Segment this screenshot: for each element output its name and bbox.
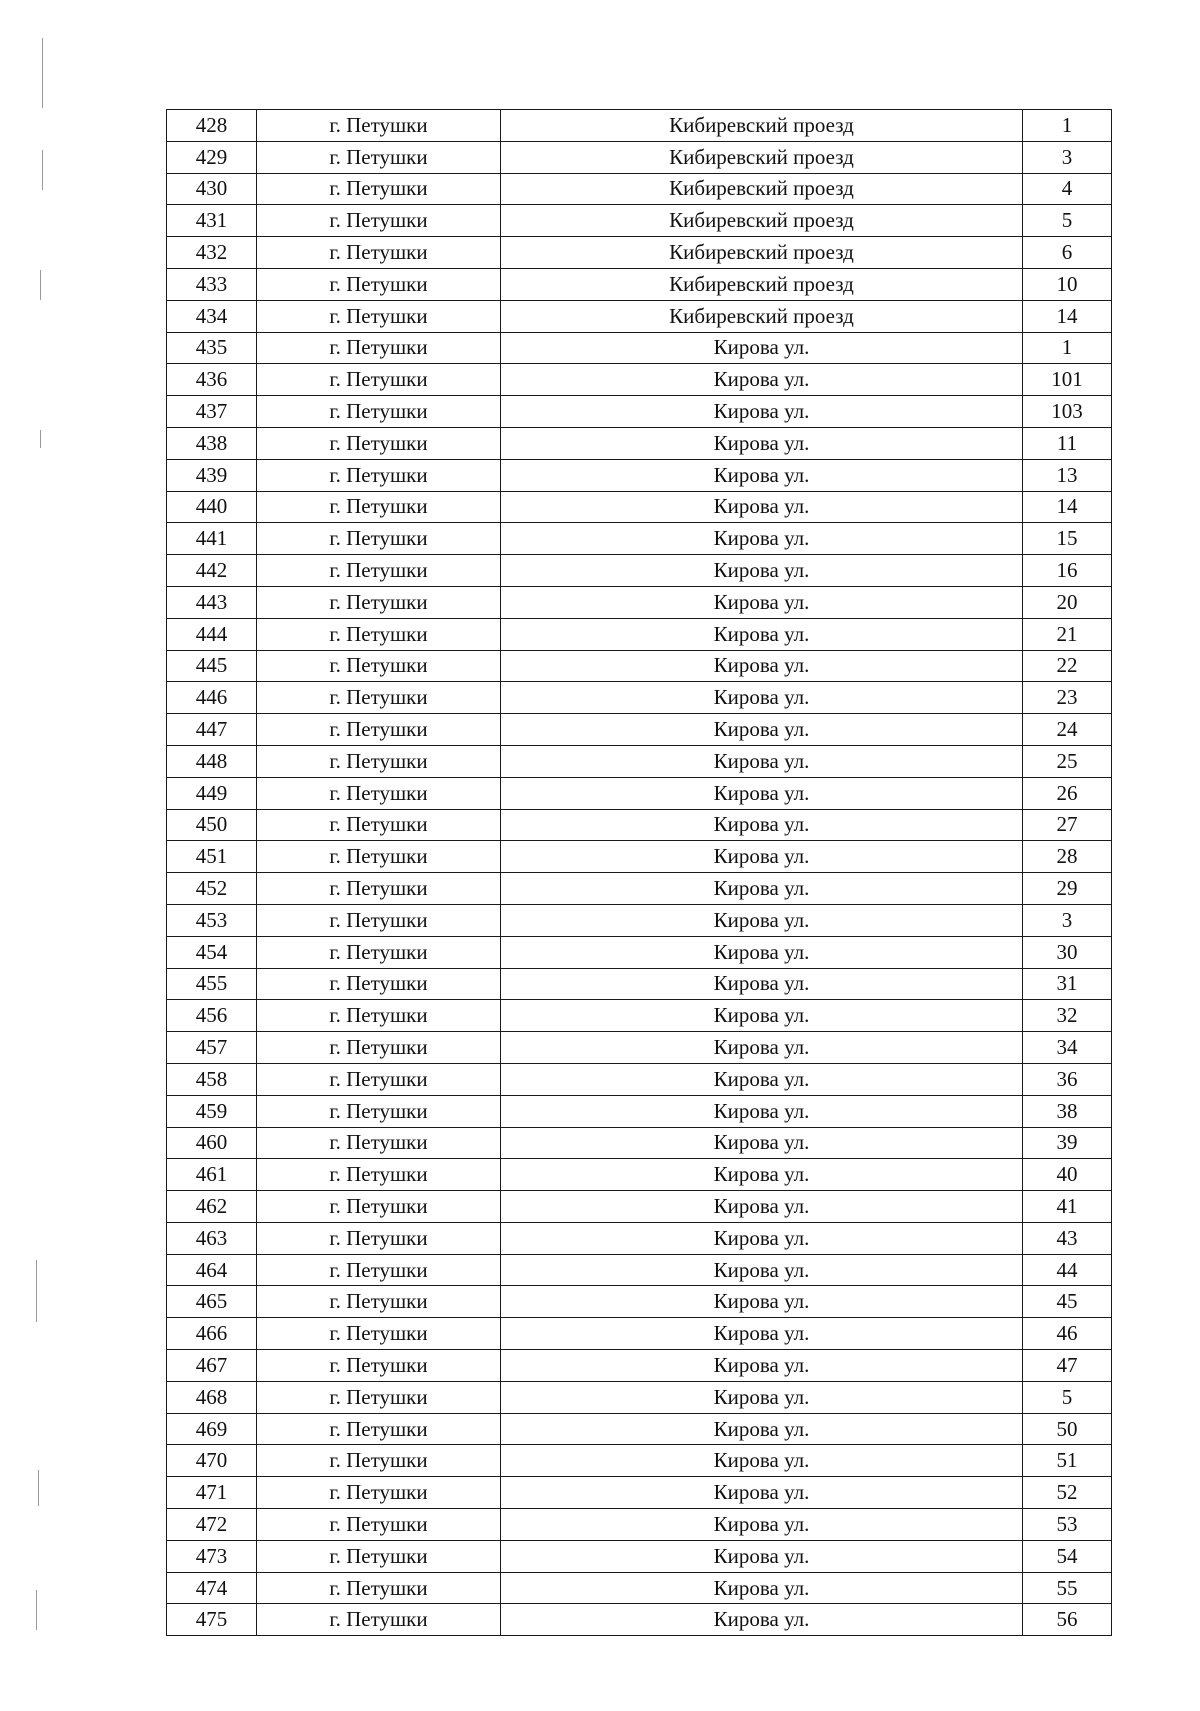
row-number-cell: 439	[167, 459, 257, 491]
table-row	[167, 682, 1112, 714]
table-row	[167, 936, 1112, 968]
street-cell: Кирова ул.	[501, 904, 1023, 936]
row-number-cell: 457	[167, 1032, 257, 1064]
table-row	[167, 586, 1112, 618]
table-row	[167, 491, 1112, 523]
row-number-cell: 459	[167, 1095, 257, 1127]
scan-mark	[40, 270, 41, 300]
city-cell: г. Петушки	[257, 745, 501, 777]
street-cell: Кибиревский проезд	[501, 141, 1023, 173]
street-cell: Кирова ул.	[501, 491, 1023, 523]
city-cell: г. Петушки	[257, 1286, 501, 1318]
city-cell: г. Петушки	[257, 110, 501, 142]
row-number-cell: 461	[167, 1159, 257, 1191]
scan-mark	[36, 1260, 37, 1304]
house-number-cell: 22	[1023, 650, 1112, 682]
city-cell: г. Петушки	[257, 205, 501, 237]
scan-mark	[42, 150, 43, 190]
table-row	[167, 237, 1112, 269]
street-cell: Кирова ул.	[501, 1413, 1023, 1445]
table-row	[167, 110, 1112, 142]
city-cell: г. Петушки	[257, 1477, 501, 1509]
street-cell: Кирова ул.	[501, 523, 1023, 555]
house-number-cell: 16	[1023, 555, 1112, 587]
table-row	[167, 364, 1112, 396]
house-number-cell: 43	[1023, 1222, 1112, 1254]
house-number-cell: 45	[1023, 1286, 1112, 1318]
table-row	[167, 555, 1112, 587]
row-number-cell: 432	[167, 237, 257, 269]
city-cell: г. Петушки	[257, 1095, 501, 1127]
table-row	[167, 1000, 1112, 1032]
city-cell: г. Петушки	[257, 1445, 501, 1477]
table-row	[167, 1350, 1112, 1382]
table-row	[167, 1159, 1112, 1191]
row-number-cell: 472	[167, 1509, 257, 1541]
street-cell: Кирова ул.	[501, 745, 1023, 777]
house-number-cell: 103	[1023, 396, 1112, 428]
table-row	[167, 332, 1112, 364]
table-row	[167, 1477, 1112, 1509]
table-row	[167, 268, 1112, 300]
row-number-cell: 468	[167, 1381, 257, 1413]
city-cell: г. Петушки	[257, 300, 501, 332]
house-number-cell: 32	[1023, 1000, 1112, 1032]
house-number-cell: 29	[1023, 873, 1112, 905]
row-number-cell: 438	[167, 427, 257, 459]
city-cell: г. Петушки	[257, 1191, 501, 1223]
scan-mark	[36, 1300, 37, 1322]
house-number-cell: 54	[1023, 1540, 1112, 1572]
city-cell: г. Петушки	[257, 904, 501, 936]
scan-mark	[42, 38, 43, 108]
house-number-cell: 40	[1023, 1159, 1112, 1191]
street-cell: Кирова ул.	[501, 1000, 1023, 1032]
house-number-cell: 31	[1023, 968, 1112, 1000]
table-row	[167, 745, 1112, 777]
table-row	[167, 1604, 1112, 1636]
house-number-cell: 14	[1023, 300, 1112, 332]
street-cell: Кирова ул.	[501, 1540, 1023, 1572]
street-cell: Кирова ул.	[501, 1032, 1023, 1064]
row-number-cell: 430	[167, 173, 257, 205]
row-number-cell: 437	[167, 396, 257, 428]
house-number-cell: 52	[1023, 1477, 1112, 1509]
street-cell: Кирова ул.	[501, 555, 1023, 587]
table-row	[167, 173, 1112, 205]
row-number-cell: 441	[167, 523, 257, 555]
row-number-cell: 473	[167, 1540, 257, 1572]
house-number-cell: 101	[1023, 364, 1112, 396]
table-row	[167, 1572, 1112, 1604]
house-number-cell: 25	[1023, 745, 1112, 777]
city-cell: г. Петушки	[257, 427, 501, 459]
row-number-cell: 445	[167, 650, 257, 682]
city-cell: г. Петушки	[257, 936, 501, 968]
house-number-cell: 24	[1023, 714, 1112, 746]
row-number-cell: 449	[167, 777, 257, 809]
row-number-cell: 444	[167, 618, 257, 650]
street-cell: Кибиревский проезд	[501, 205, 1023, 237]
table-row	[167, 300, 1112, 332]
row-number-cell: 428	[167, 110, 257, 142]
table-row	[167, 1191, 1112, 1223]
table-row	[167, 1381, 1112, 1413]
street-cell: Кирова ул.	[501, 1095, 1023, 1127]
city-cell: г. Петушки	[257, 268, 501, 300]
table-row	[167, 777, 1112, 809]
house-number-cell: 3	[1023, 904, 1112, 936]
row-number-cell: 434	[167, 300, 257, 332]
house-number-cell: 3	[1023, 141, 1112, 173]
house-number-cell: 13	[1023, 459, 1112, 491]
city-cell: г. Петушки	[257, 1222, 501, 1254]
table-row	[167, 1095, 1112, 1127]
street-cell: Кирова ул.	[501, 427, 1023, 459]
house-number-cell: 20	[1023, 586, 1112, 618]
table-row	[167, 1032, 1112, 1064]
street-cell: Кирова ул.	[501, 586, 1023, 618]
table-row	[167, 1286, 1112, 1318]
house-number-cell: 5	[1023, 205, 1112, 237]
row-number-cell: 474	[167, 1572, 257, 1604]
street-cell: Кирова ул.	[501, 841, 1023, 873]
city-cell: г. Петушки	[257, 873, 501, 905]
table-row	[167, 809, 1112, 841]
row-number-cell: 471	[167, 1477, 257, 1509]
house-number-cell: 10	[1023, 268, 1112, 300]
table-row	[167, 650, 1112, 682]
table-row	[167, 205, 1112, 237]
row-number-cell: 475	[167, 1604, 257, 1636]
city-cell: г. Петушки	[257, 1032, 501, 1064]
street-cell: Кирова ул.	[501, 396, 1023, 428]
street-cell: Кирова ул.	[501, 714, 1023, 746]
house-number-cell: 50	[1023, 1413, 1112, 1445]
street-cell: Кибиревский проезд	[501, 110, 1023, 142]
street-cell: Кирова ул.	[501, 1222, 1023, 1254]
table-row	[167, 459, 1112, 491]
row-number-cell: 455	[167, 968, 257, 1000]
house-number-cell: 5	[1023, 1381, 1112, 1413]
city-cell: г. Петушки	[257, 237, 501, 269]
city-cell: г. Петушки	[257, 1318, 501, 1350]
row-number-cell: 450	[167, 809, 257, 841]
street-cell: Кирова ул.	[501, 1509, 1023, 1541]
street-cell: Кирова ул.	[501, 650, 1023, 682]
city-cell: г. Петушки	[257, 586, 501, 618]
street-cell: Кирова ул.	[501, 1445, 1023, 1477]
table-row	[167, 904, 1112, 936]
house-number-cell: 44	[1023, 1254, 1112, 1286]
row-number-cell: 448	[167, 745, 257, 777]
city-cell: г. Петушки	[257, 1413, 501, 1445]
table-row	[167, 1445, 1112, 1477]
table-row	[167, 1509, 1112, 1541]
city-cell: г. Петушки	[257, 650, 501, 682]
row-number-cell: 458	[167, 1063, 257, 1095]
row-number-cell: 454	[167, 936, 257, 968]
city-cell: г. Петушки	[257, 968, 501, 1000]
table-row	[167, 523, 1112, 555]
house-number-cell: 21	[1023, 618, 1112, 650]
house-number-cell: 56	[1023, 1604, 1112, 1636]
city-cell: г. Петушки	[257, 141, 501, 173]
street-cell: Кирова ул.	[501, 1572, 1023, 1604]
street-cell: Кирова ул.	[501, 332, 1023, 364]
house-number-cell: 1	[1023, 332, 1112, 364]
row-number-cell: 433	[167, 268, 257, 300]
street-cell: Кирова ул.	[501, 1286, 1023, 1318]
city-cell: г. Петушки	[257, 1381, 501, 1413]
street-cell: Кирова ул.	[501, 809, 1023, 841]
house-number-cell: 27	[1023, 809, 1112, 841]
city-cell: г. Петушки	[257, 1254, 501, 1286]
street-cell: Кирова ул.	[501, 1350, 1023, 1382]
row-number-cell: 464	[167, 1254, 257, 1286]
house-number-cell: 38	[1023, 1095, 1112, 1127]
house-number-cell: 53	[1023, 1509, 1112, 1541]
table-row	[167, 1413, 1112, 1445]
street-cell: Кирова ул.	[501, 936, 1023, 968]
city-cell: г. Петушки	[257, 523, 501, 555]
row-number-cell: 447	[167, 714, 257, 746]
city-cell: г. Петушки	[257, 1604, 501, 1636]
house-number-cell: 47	[1023, 1350, 1112, 1382]
table-body	[167, 110, 1112, 1636]
street-cell: Кирова ул.	[501, 1127, 1023, 1159]
city-cell: г. Петушки	[257, 1063, 501, 1095]
city-cell: г. Петушки	[257, 809, 501, 841]
table-row	[167, 873, 1112, 905]
street-cell: Кирова ул.	[501, 364, 1023, 396]
street-cell: Кирова ул.	[501, 873, 1023, 905]
row-number-cell: 462	[167, 1191, 257, 1223]
house-number-cell: 1	[1023, 110, 1112, 142]
street-cell: Кирова ул.	[501, 777, 1023, 809]
street-cell: Кибиревский проезд	[501, 173, 1023, 205]
row-number-cell: 466	[167, 1318, 257, 1350]
city-cell: г. Петушки	[257, 364, 501, 396]
house-number-cell: 11	[1023, 427, 1112, 459]
row-number-cell: 467	[167, 1350, 257, 1382]
street-cell: Кирова ул.	[501, 618, 1023, 650]
city-cell: г. Петушки	[257, 332, 501, 364]
house-number-cell: 30	[1023, 936, 1112, 968]
street-cell: Кирова ул.	[501, 459, 1023, 491]
city-cell: г. Петушки	[257, 173, 501, 205]
street-cell: Кирова ул.	[501, 968, 1023, 1000]
house-number-cell: 55	[1023, 1572, 1112, 1604]
street-cell: Кирова ул.	[501, 1604, 1023, 1636]
street-cell: Кибиревский проезд	[501, 300, 1023, 332]
house-number-cell: 26	[1023, 777, 1112, 809]
address-table	[166, 109, 1112, 1636]
table-row	[167, 714, 1112, 746]
row-number-cell: 440	[167, 491, 257, 523]
street-cell: Кибиревский проезд	[501, 268, 1023, 300]
city-cell: г. Петушки	[257, 1572, 501, 1604]
street-cell: Кирова ул.	[501, 1159, 1023, 1191]
table-row	[167, 427, 1112, 459]
row-number-cell: 453	[167, 904, 257, 936]
scan-mark	[36, 1590, 37, 1630]
city-cell: г. Петушки	[257, 491, 501, 523]
row-number-cell: 446	[167, 682, 257, 714]
row-number-cell: 451	[167, 841, 257, 873]
house-number-cell: 39	[1023, 1127, 1112, 1159]
house-number-cell: 28	[1023, 841, 1112, 873]
row-number-cell: 429	[167, 141, 257, 173]
row-number-cell: 460	[167, 1127, 257, 1159]
street-cell: Кирова ул.	[501, 682, 1023, 714]
house-number-cell: 15	[1023, 523, 1112, 555]
street-cell: Кибиревский проезд	[501, 237, 1023, 269]
row-number-cell: 470	[167, 1445, 257, 1477]
house-number-cell: 36	[1023, 1063, 1112, 1095]
house-number-cell: 46	[1023, 1318, 1112, 1350]
scan-mark	[40, 430, 41, 448]
table-row	[167, 1127, 1112, 1159]
city-cell: г. Петушки	[257, 459, 501, 491]
table-row	[167, 968, 1112, 1000]
table-row	[167, 396, 1112, 428]
table-row	[167, 1254, 1112, 1286]
scan-mark	[38, 1470, 39, 1506]
table-row	[167, 1222, 1112, 1254]
row-number-cell: 465	[167, 1286, 257, 1318]
city-cell: г. Петушки	[257, 841, 501, 873]
city-cell: г. Петушки	[257, 555, 501, 587]
city-cell: г. Петушки	[257, 682, 501, 714]
house-number-cell: 4	[1023, 173, 1112, 205]
street-cell: Кирова ул.	[501, 1254, 1023, 1286]
city-cell: г. Петушки	[257, 1127, 501, 1159]
city-cell: г. Петушки	[257, 1000, 501, 1032]
street-cell: Кирова ул.	[501, 1381, 1023, 1413]
city-cell: г. Петушки	[257, 396, 501, 428]
city-cell: г. Петушки	[257, 714, 501, 746]
house-number-cell: 14	[1023, 491, 1112, 523]
street-cell: Кирова ул.	[501, 1191, 1023, 1223]
house-number-cell: 23	[1023, 682, 1112, 714]
city-cell: г. Петушки	[257, 1509, 501, 1541]
table-row	[167, 841, 1112, 873]
street-cell: Кирова ул.	[501, 1318, 1023, 1350]
street-cell: Кирова ул.	[501, 1063, 1023, 1095]
street-cell: Кирова ул.	[501, 1477, 1023, 1509]
house-number-cell: 34	[1023, 1032, 1112, 1064]
row-number-cell: 431	[167, 205, 257, 237]
table-row	[167, 1540, 1112, 1572]
city-cell: г. Петушки	[257, 1350, 501, 1382]
row-number-cell: 469	[167, 1413, 257, 1445]
city-cell: г. Петушки	[257, 1159, 501, 1191]
city-cell: г. Петушки	[257, 777, 501, 809]
table-row	[167, 1318, 1112, 1350]
table-row	[167, 141, 1112, 173]
row-number-cell: 442	[167, 555, 257, 587]
city-cell: г. Петушки	[257, 618, 501, 650]
row-number-cell: 456	[167, 1000, 257, 1032]
city-cell: г. Петушки	[257, 1540, 501, 1572]
row-number-cell: 443	[167, 586, 257, 618]
house-number-cell: 41	[1023, 1191, 1112, 1223]
row-number-cell: 452	[167, 873, 257, 905]
house-number-cell: 6	[1023, 237, 1112, 269]
table-row	[167, 618, 1112, 650]
table-row	[167, 1063, 1112, 1095]
row-number-cell: 436	[167, 364, 257, 396]
house-number-cell: 51	[1023, 1445, 1112, 1477]
row-number-cell: 435	[167, 332, 257, 364]
row-number-cell: 463	[167, 1222, 257, 1254]
